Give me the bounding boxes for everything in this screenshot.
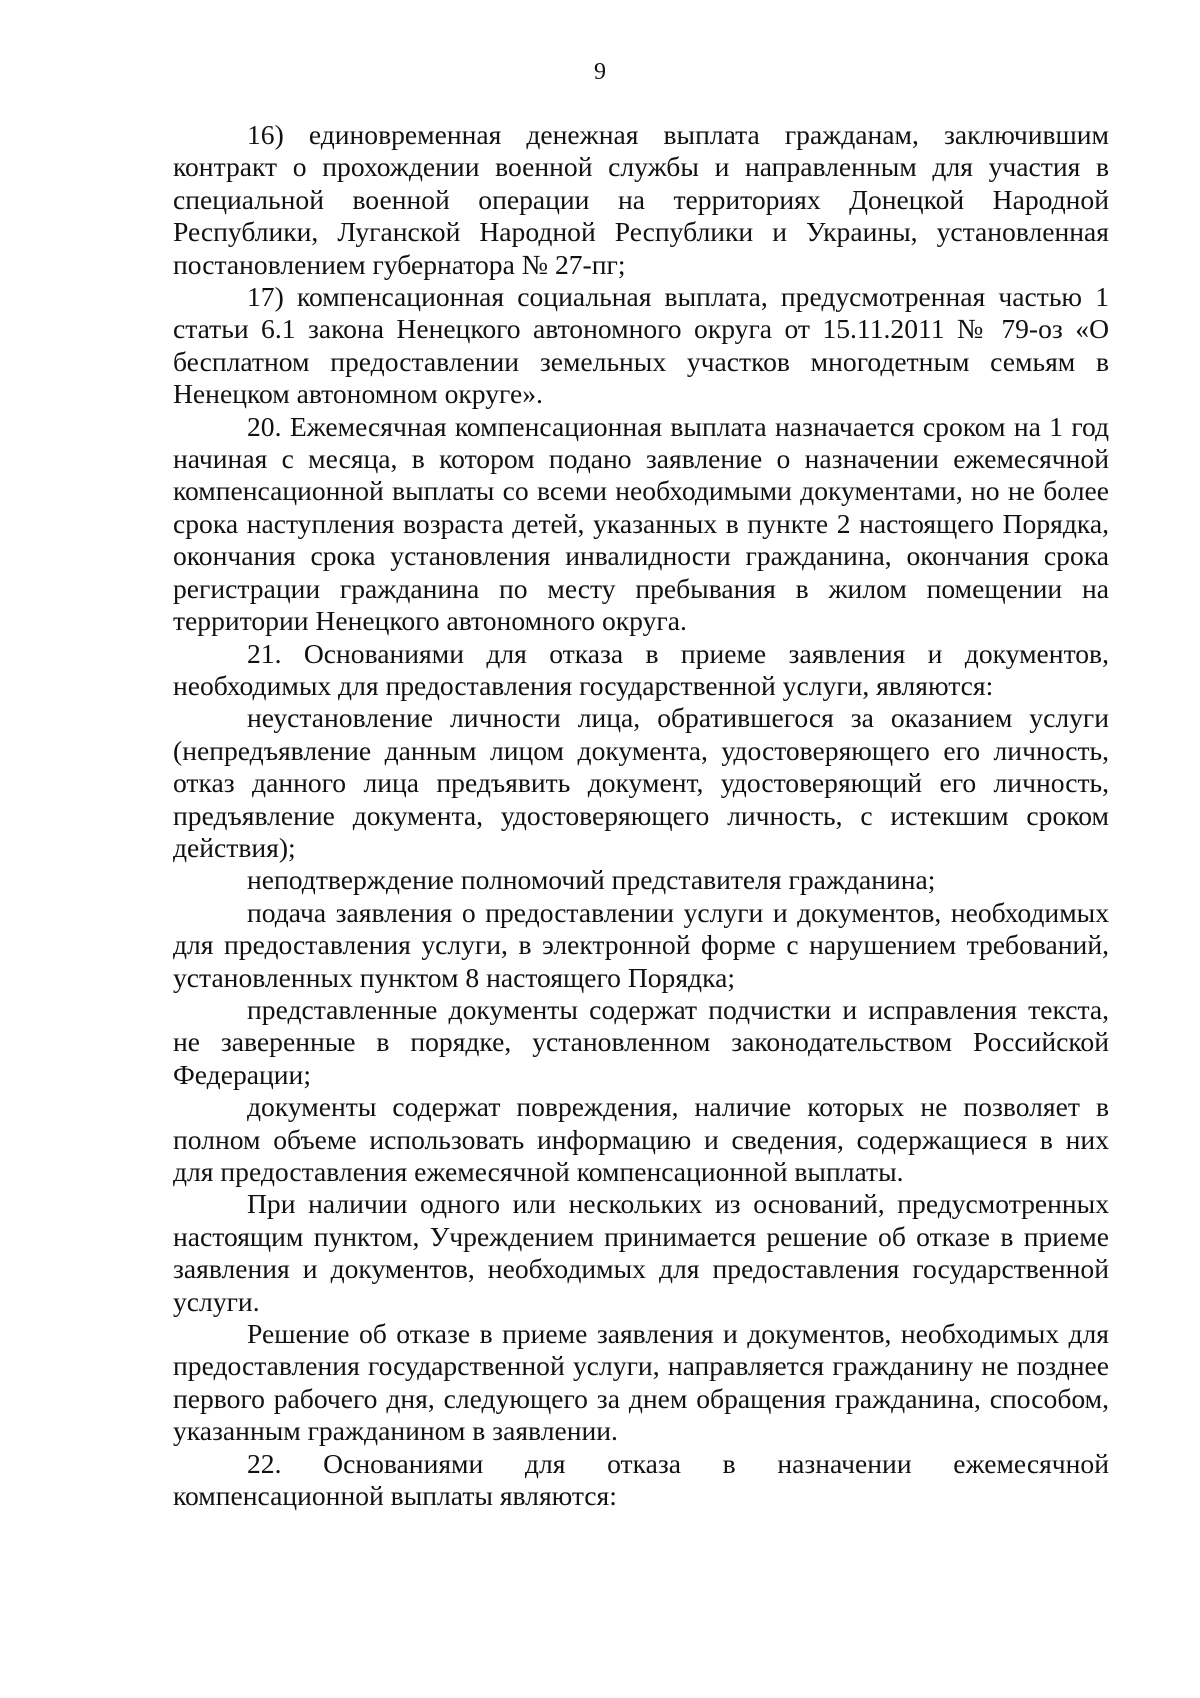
paragraph-clause-21-ground-identity: неустановление личности лица, обратившегося за оказанием услуги (непредъявление данным лицом документа, удостоверяющего его личность, отказ данного лица предъявить документ, удостоверяющий его личность, предъявление документа, удостоверяющего личность, с истекшим сроком действия);: [173, 702, 1109, 863]
paragraph-clause-21-ground-corrections: представленные документы содержат подчистки и исправления текста, не заверенные в порядке, установленном законодательством Российской Федерации;: [173, 993, 1109, 1090]
paragraph-clause-20: 20. Ежемесячная компенсационная выплата назначается сроком на 1 год начиная с месяца, в котором подано заявление о назначении ежемесячной компенсационной выплаты со всеми необходимыми документами, но не более срока наступления возраста детей, указанных в пункте 2 настоящего Порядка, окончания срока установления инвалидности гражданина, окончания срока регистрации гражданина по месту пребывания в жилом помещении на территории Ненецкого автономного округа.: [173, 410, 1109, 637]
page-number: 9: [594, 59, 606, 85]
document-body: [173, 119, 1109, 1512]
paragraph-clause-22: 22. Основаниями для отказа в назначении ежемесячной компенсационной выплаты являются:: [173, 1447, 1109, 1512]
paragraph-clause-21: 21. Основаниями для отказа в приеме заявления и документов, необходимых для предоставления государственной услуги, являются:: [173, 637, 1109, 701]
paragraph-clause-21-ground-authority: неподтверждение полномочий представителя гражданина;: [247, 864, 936, 896]
paragraph-item-17: 17) компенсационная социальная выплата, предусмотренная частью 1 статьи 6.1 закона Ненецкого автономного округа от 15.11.2011 № 79-оз «О бесплатном предоставлении земельных участков многодетным семьям в Ненецком автономном округе».: [173, 281, 1109, 410]
paragraph-clause-21-ground-electronic: подача заявления о предоставлении услуги и документов, необходимых для предоставления услуги, в электронной форме с нарушением требований, установленных пунктом 8 настоящего Порядка;: [173, 896, 1109, 993]
paragraph-item-16: 16) единовременная денежная выплата гражданам, заключившим контракт о прохождении военной службы и направленным для участия в специальной военной операции на территориях Донецкой Народной Республики, Луганской Народной Республики и Украины, установленная постановлением губернатора № 27-пг;: [173, 119, 1109, 280]
paragraph-clause-21-ground-damage: документы содержат повреждения, наличие которых не позволяет в полном объеме использовать информацию и сведения, содержащиеся в них для предоставления ежемесячной компенсационной выплаты.: [173, 1091, 1109, 1187]
paragraph-clause-21-refusal-decision: При наличии одного или нескольких из оснований, предусмотренных настоящим пунктом, Учреждением принимается решение об отказе в приеме заявления и документов, необходимых для предоставления государственной услуги.: [173, 1188, 1109, 1317]
paragraph-clause-21-refusal-notice: Решение об отказе в приеме заявления и документов, необходимых для предоставления государственной услуги, направляется гражданину не позднее первого рабочего дня, следующего за днем обращения гражданина, способом, указанным гражданином в заявлении.: [173, 1318, 1109, 1447]
